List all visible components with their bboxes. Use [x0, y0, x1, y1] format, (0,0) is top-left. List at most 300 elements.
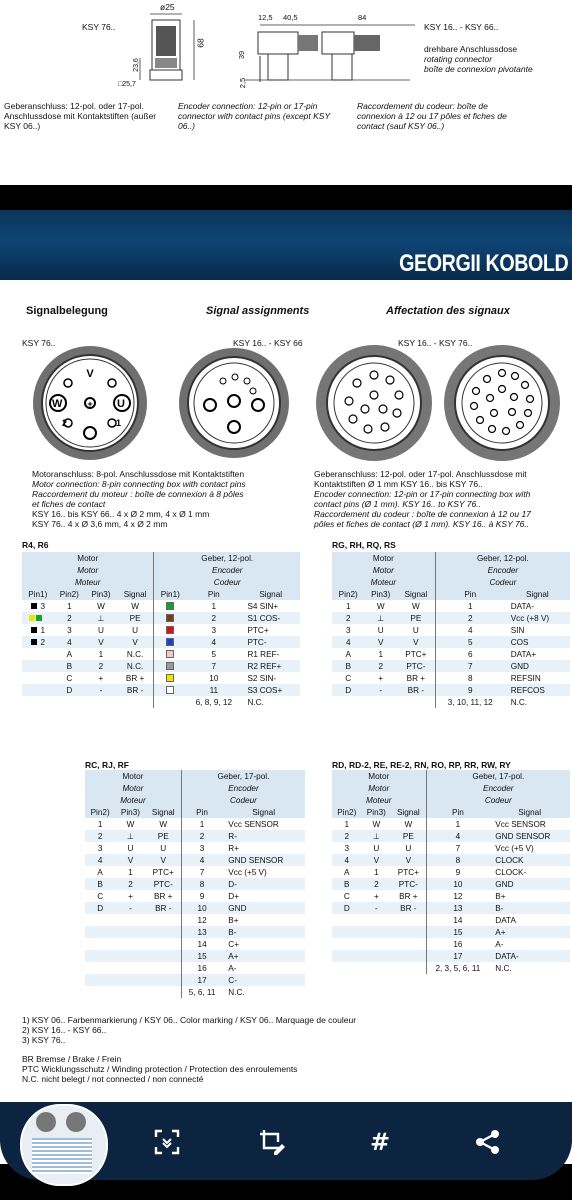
- color-marker: [22, 636, 54, 648]
- table-cell: [85, 696, 117, 708]
- encoder-color-marker: [154, 672, 186, 684]
- footnote-2: 2) KSY 16.. - KSY 66..: [22, 1025, 107, 1035]
- table-row: [332, 612, 570, 624]
- encoder-header: Geber, 17-pol.: [426, 770, 570, 782]
- table-cell: 4: [345, 637, 351, 647]
- table-cell: C: [345, 673, 352, 683]
- table-row: [85, 974, 305, 986]
- table-cell: PTC+: [152, 867, 174, 877]
- table-cell: 2: [211, 613, 217, 623]
- table-row: [332, 636, 570, 648]
- color-swatch: [166, 662, 174, 670]
- table-row: [85, 902, 305, 914]
- table-cell: 8: [426, 854, 489, 866]
- table-cell: D: [345, 685, 352, 695]
- table-cell: [391, 914, 426, 926]
- table-cell: 2: [374, 879, 379, 889]
- svg-text:+: +: [87, 399, 93, 409]
- encoder-text-line: Kontaktstiften Ø 1 mm KSY 16.. bis KSY 76..: [314, 479, 483, 489]
- table-cell: 1: [344, 819, 350, 829]
- column-header: Pin2): [54, 588, 86, 600]
- table-cell: D: [66, 685, 73, 695]
- table-cell: PE: [157, 831, 169, 841]
- encoder-header: Encoder: [435, 564, 570, 576]
- table-cell: V: [405, 855, 412, 865]
- table-cell: 4: [435, 624, 504, 636]
- table-cell: 4: [211, 637, 217, 647]
- motor-header: Motor: [85, 782, 181, 794]
- table-cell: 16: [426, 938, 489, 950]
- encoder-connector-17pin-icon: [440, 345, 564, 465]
- encoder-header: Codeur: [426, 794, 570, 806]
- table-cell: W: [131, 601, 139, 611]
- table-cell: [146, 914, 182, 926]
- table-cell: [115, 914, 145, 926]
- color-swatch: [166, 614, 174, 622]
- table-cell: [146, 938, 182, 950]
- table-cell: 7: [181, 866, 222, 878]
- column-header: Pin: [186, 588, 241, 600]
- table-row: [332, 962, 570, 974]
- table-cell: 17: [426, 950, 489, 962]
- table-cell: [54, 696, 86, 708]
- table-cell: 3: [67, 625, 72, 635]
- color-swatch: [166, 650, 174, 658]
- color-swatch: [166, 674, 174, 682]
- table-cell: S2 SIN-: [247, 673, 277, 683]
- table-row: [332, 600, 570, 612]
- table-cell: V: [98, 637, 104, 647]
- motor-header: Moteur: [332, 794, 426, 806]
- dim-d25: ø25: [160, 2, 175, 12]
- table-cell: BR +: [406, 673, 426, 683]
- table-cell: B-: [228, 927, 237, 937]
- encoder-color-marker: [154, 624, 186, 636]
- motor-text-line: Raccordement du moteur : boîte de connexion à 8 pôles: [32, 489, 244, 499]
- crop-edit-icon[interactable]: [250, 1120, 294, 1164]
- table-cell: 2: [128, 879, 133, 889]
- table-cell: DATA-: [510, 601, 535, 611]
- table-cell: Vcc SENSOR: [228, 819, 279, 829]
- table-row: [85, 818, 305, 830]
- table-cell: BR +: [125, 673, 145, 683]
- motor-header: Motor: [332, 770, 426, 782]
- column-header: Pin1): [154, 588, 186, 600]
- brand-logo: GEORGII KOBOLD: [398, 250, 568, 277]
- encoder-connector-12pin-icon: [313, 345, 435, 465]
- table-cell: 10: [181, 902, 222, 914]
- color-marker: [22, 600, 54, 612]
- table-cell: Vcc (+5 V): [228, 867, 267, 877]
- marker-number: 1: [40, 625, 46, 635]
- column-header: Pin: [435, 588, 504, 600]
- table-cell: 1: [374, 867, 379, 877]
- table-row: [332, 624, 570, 636]
- table-cell: 9: [435, 684, 504, 696]
- table-cell: R2 REF+: [247, 661, 282, 671]
- connector-1-label: KSY 76..: [22, 338, 56, 348]
- table-cell: 10: [426, 878, 489, 890]
- table-cell: CLOCK-: [495, 867, 527, 877]
- connector-3-label: KSY 16.. - KSY 76..: [398, 338, 473, 348]
- encoder-header: Encoder: [154, 564, 300, 576]
- table-cell: 2: [97, 831, 103, 841]
- motor-header: Moteur: [22, 576, 154, 588]
- table-cell: B: [97, 879, 103, 889]
- table-cell: A: [344, 867, 350, 877]
- column-header: Pin3): [362, 806, 392, 818]
- table-cell: 12: [426, 890, 489, 902]
- table-cell: 1: [97, 819, 103, 829]
- table-cell: U: [132, 625, 139, 635]
- table-cell: N.C.: [126, 661, 144, 671]
- table-row: [332, 878, 570, 890]
- motor-header: Motor: [332, 782, 426, 794]
- table-cell: 5: [435, 636, 504, 648]
- table-row: [332, 950, 570, 962]
- table-row: [332, 902, 570, 914]
- table-cell: W: [412, 601, 420, 611]
- table-cell: PTC-: [247, 637, 267, 647]
- table-cell: SIN: [510, 625, 525, 635]
- table-cell: B: [344, 879, 350, 889]
- table-row: [22, 636, 300, 648]
- table-cell: 5: [211, 649, 217, 659]
- ksy16-connector-drawing: [240, 20, 415, 90]
- encoder-color-marker: [154, 600, 186, 612]
- table-cell: 6, 8, 9, 12: [195, 697, 233, 707]
- table-cell: PTC-: [153, 879, 173, 889]
- motor-header: Motor: [22, 564, 154, 576]
- table-cell: U: [127, 843, 134, 853]
- table-cell: 7: [211, 661, 217, 671]
- connector-2-label: KSY 16.. - KSY 66: [233, 338, 303, 348]
- table-cell: V: [373, 855, 380, 865]
- table-cell: [397, 696, 435, 708]
- table-row: [85, 854, 305, 866]
- table-cell: COS: [510, 637, 529, 647]
- table-cell: -: [99, 685, 103, 695]
- table-cell: [85, 938, 115, 950]
- encoder-color-marker: [154, 612, 186, 624]
- table-cell: -: [375, 903, 378, 913]
- table-cell: -: [379, 685, 383, 695]
- rotating-en: rotating connector: [424, 54, 493, 64]
- column-header: Pin: [426, 806, 489, 818]
- table-cell: S3 COS+: [247, 685, 283, 695]
- table-cell: GND: [495, 879, 514, 889]
- table-cell: +: [128, 891, 133, 901]
- column-header: Pin3): [85, 588, 117, 600]
- column-header: Pin2): [332, 588, 364, 600]
- table-row: [332, 648, 570, 660]
- svg-text:U: U: [117, 398, 125, 410]
- table-cell: [85, 986, 115, 998]
- table-cell: U: [97, 625, 104, 635]
- table-cell: BR +: [154, 891, 173, 901]
- table-cell: V: [127, 855, 134, 865]
- table-cell: +: [98, 673, 104, 683]
- color-swatch: [166, 602, 174, 610]
- motor-header: Motor: [22, 552, 154, 564]
- table-cell: 12: [181, 914, 222, 926]
- svg-text:2: 2: [62, 418, 68, 428]
- table-cell: 1: [181, 818, 222, 830]
- color-swatch: [31, 627, 37, 633]
- table-cell: U: [373, 843, 380, 853]
- table-cell: REFCOS: [510, 685, 545, 695]
- table-cell: U: [405, 843, 412, 853]
- color-swatch: [29, 615, 35, 621]
- table-cell: C-: [228, 975, 237, 985]
- table-cell: DATA: [495, 915, 516, 925]
- motor-header: Moteur: [332, 576, 435, 588]
- table-cell: D: [343, 903, 350, 913]
- table-cell: [146, 926, 182, 938]
- table-row: [85, 914, 305, 926]
- dim-39: 39: [237, 50, 247, 60]
- table-cell: 10: [209, 673, 219, 683]
- table-cell: [85, 962, 115, 974]
- table-cell: [362, 950, 392, 962]
- motor-connector-ksy76-icon: [28, 345, 153, 463]
- motor-connector-ksy16-icon: [175, 345, 293, 463]
- black-gap: [0, 185, 572, 210]
- table-rc-title: RC, RJ, RF: [85, 760, 129, 770]
- table-cell: 3: [211, 625, 217, 635]
- footnotes: [22, 1015, 522, 1045]
- color-marker: [22, 624, 54, 636]
- encoder-color-marker: [154, 648, 186, 660]
- motor-connection-text: [32, 469, 292, 529]
- table-cell: Vcc (+8 V): [510, 613, 550, 623]
- color-marker: [22, 612, 54, 624]
- table-cell: 2: [67, 613, 72, 623]
- table-cell: D-: [228, 879, 237, 889]
- table-cell: [362, 926, 392, 938]
- table-rd-title: RD, RD-2, RE, RE-2, RN, RO, RP, RR, RW, RY: [332, 760, 511, 770]
- table-row: [22, 660, 300, 672]
- table-cell: [332, 938, 362, 950]
- table-cell: +: [373, 891, 379, 901]
- table-cell: [364, 696, 396, 708]
- table-cell: A+: [228, 951, 239, 961]
- table-cell: [332, 962, 362, 974]
- table-cell: PTC+: [247, 625, 269, 635]
- table-cell: 13: [181, 926, 222, 938]
- table-cell: 1: [67, 601, 72, 611]
- column-header: Pin3): [364, 588, 396, 600]
- table-row: [85, 890, 305, 902]
- color-swatch: [166, 626, 174, 634]
- table-cell: W: [372, 819, 381, 829]
- encoder-header: Codeur: [181, 794, 305, 806]
- table-row: [332, 866, 570, 878]
- table-cell: PTC+: [397, 867, 419, 877]
- color-marker: [22, 660, 54, 672]
- table-cell: U: [377, 625, 384, 635]
- table-cell: B+: [228, 915, 239, 925]
- table-cell: R-: [228, 831, 237, 841]
- table-cell: W: [376, 601, 385, 611]
- ksy76-connector-drawing: [100, 8, 210, 93]
- legend-nc: N.C. nicht belegt / not connected / non connecté: [22, 1074, 204, 1084]
- table-cell: BR -: [400, 903, 417, 913]
- motor-header: Motor: [332, 552, 435, 564]
- table-r4-title: R4, R6: [22, 540, 49, 550]
- color-marker: [22, 648, 54, 660]
- legend: [22, 1054, 522, 1084]
- table-cell: 1: [435, 600, 504, 612]
- table-cell: V: [160, 855, 166, 865]
- table-row: [85, 962, 305, 974]
- encoder-header: Geber, 17-pol.: [181, 770, 305, 782]
- table-cell: Vcc (+5 V): [495, 843, 534, 853]
- table-cell: [146, 986, 182, 998]
- table-row: [85, 866, 305, 878]
- encoder-color-marker: [154, 684, 186, 696]
- hashtag-icon[interactable]: #: [369, 1128, 391, 1156]
- table-row: [332, 842, 570, 854]
- table-cell: V: [413, 637, 419, 647]
- table-cell: 15: [426, 926, 489, 938]
- encoder-header: Codeur: [435, 576, 570, 588]
- column-header: Signal: [505, 588, 570, 600]
- table-cell: A+: [495, 927, 506, 937]
- column-header: Signal: [146, 806, 182, 818]
- table-cell: B-: [495, 903, 504, 913]
- table-cell: [332, 914, 362, 926]
- table-cell: [115, 974, 145, 986]
- table-cell: 17: [181, 974, 222, 986]
- marker-number: 3: [40, 601, 46, 611]
- table-cell: [362, 962, 392, 974]
- share-icon[interactable]: [466, 1120, 510, 1164]
- table-cell: N.C.: [228, 987, 245, 997]
- table-cell: N.C.: [247, 697, 264, 707]
- column-header: Signal: [489, 806, 570, 818]
- table-cell: D+: [228, 891, 239, 901]
- encoder-connection-fr: Raccordement du codeur: boîte de connexion à 12 ou 17 pôles et fiches de contact (sauf KSY 06..): [357, 101, 507, 131]
- table-cell: [146, 962, 182, 974]
- table-row: [85, 878, 305, 890]
- column-header: Pin2): [85, 806, 115, 818]
- table-cell: [391, 962, 426, 974]
- table-cell: [85, 914, 115, 926]
- table-cell: GND SENSOR: [495, 831, 551, 841]
- table-cell: S4 SIN+: [247, 601, 279, 611]
- table-cell: W: [126, 819, 135, 829]
- table-cell: [115, 926, 145, 938]
- table-cell: D: [97, 903, 104, 913]
- column-header: Pin2): [332, 806, 362, 818]
- table-cell: C: [343, 891, 350, 901]
- table-cell: 2: [181, 830, 222, 842]
- table-cell: ⊥: [126, 832, 135, 841]
- table-cell: BR +: [399, 891, 418, 901]
- rotating-fr: boîte de connexion pivotante: [424, 64, 533, 74]
- table-cell: 2: [98, 661, 104, 671]
- table-cell: 3, 10, 11, 12: [435, 696, 504, 708]
- table-cell: A-: [495, 939, 504, 949]
- table-row: [332, 890, 570, 902]
- footnote-3: 3) KSY 76..: [22, 1035, 66, 1045]
- table-cell: W: [404, 819, 413, 829]
- table-cell: R1 REF-: [247, 649, 280, 659]
- table-cell: Vcc SENSOR: [495, 819, 546, 829]
- column-header: Pin3): [115, 806, 145, 818]
- marker-number: 2: [40, 637, 46, 647]
- encoder-text-line: pôles et fiches de contact (Ø 1 mm). KSY 16.. à KSY 76..: [314, 519, 530, 529]
- brand-banner: [0, 210, 572, 280]
- table-cell: V: [377, 637, 384, 647]
- table-row: [332, 854, 570, 866]
- column-header: Signal: [397, 588, 435, 600]
- table-cell: [332, 696, 364, 708]
- thumbnail-preview[interactable]: [20, 1104, 108, 1186]
- table-cell: [115, 950, 145, 962]
- table-cell: 14: [426, 914, 489, 926]
- table-cell: B: [345, 661, 351, 671]
- table-row: [22, 600, 300, 612]
- encoder-header: Geber, 12-pol.: [435, 552, 570, 564]
- table-row: [22, 684, 300, 696]
- table-row: [332, 830, 570, 842]
- table-cell: 8: [181, 878, 222, 890]
- table-row: [332, 818, 570, 830]
- color-swatch: [166, 686, 174, 694]
- encoder-connection-en: Encoder connection: 12-pin or 17-pin connector with contact pins (except KSY 06..): [178, 101, 330, 131]
- table-cell: 3: [181, 842, 222, 854]
- table-cell: PTC-: [406, 661, 426, 671]
- column-header: Signal: [117, 588, 154, 600]
- table-cell: 2: [435, 612, 504, 624]
- color-swatch: [31, 603, 37, 609]
- table-cell: GND: [510, 661, 529, 671]
- table-cell: C+: [228, 939, 239, 949]
- table-cell: [391, 938, 426, 950]
- dim-12-5: 12,5: [258, 13, 273, 22]
- encoder-text-line: contact pins (Ø 1 mm). KSY 16.. to KSY 76..: [314, 499, 481, 509]
- table-cell: 9: [426, 866, 489, 878]
- motor-header: Moteur: [85, 794, 181, 806]
- scan-text-icon[interactable]: [145, 1120, 189, 1164]
- table-cell: 8: [435, 672, 504, 684]
- encoder-text-line: Raccordement du codeur : boîte de connexion à 12 ou 17: [314, 509, 531, 519]
- top-drawing-area: [0, 0, 572, 185]
- table-cell: [115, 986, 145, 998]
- encoder-header: Geber, 12-pol.: [154, 552, 300, 564]
- table-cell: BR -: [155, 903, 172, 913]
- table-cell: U: [412, 625, 419, 635]
- encoder-connection-de: Geberanschluss: 12-pol. oder 17-pol. Anschlussdose mit Kontaktstiften (außer KSY 06..): [4, 101, 157, 131]
- table-cell: A: [97, 867, 103, 877]
- heading-en: Signal assignments: [206, 305, 310, 317]
- table-row: [22, 648, 300, 660]
- footnote-1: 1) KSY 06.. Farbenmarkierung / KSY 06.. Color marking / KSY 06.. Marquage de couleur: [22, 1015, 357, 1025]
- table-cell: N.C.: [495, 963, 512, 973]
- column-header: Pin1): [22, 588, 54, 600]
- encoder-color-marker: [154, 696, 186, 708]
- color-swatch: [166, 638, 174, 646]
- table-cell: A-: [228, 963, 237, 973]
- table-cell: [117, 696, 154, 708]
- table-row: [22, 612, 300, 624]
- table-row: [85, 938, 305, 950]
- table-cell: S1 COS-: [247, 613, 281, 623]
- table-cell: [362, 914, 392, 926]
- column-header: Signal: [222, 806, 305, 818]
